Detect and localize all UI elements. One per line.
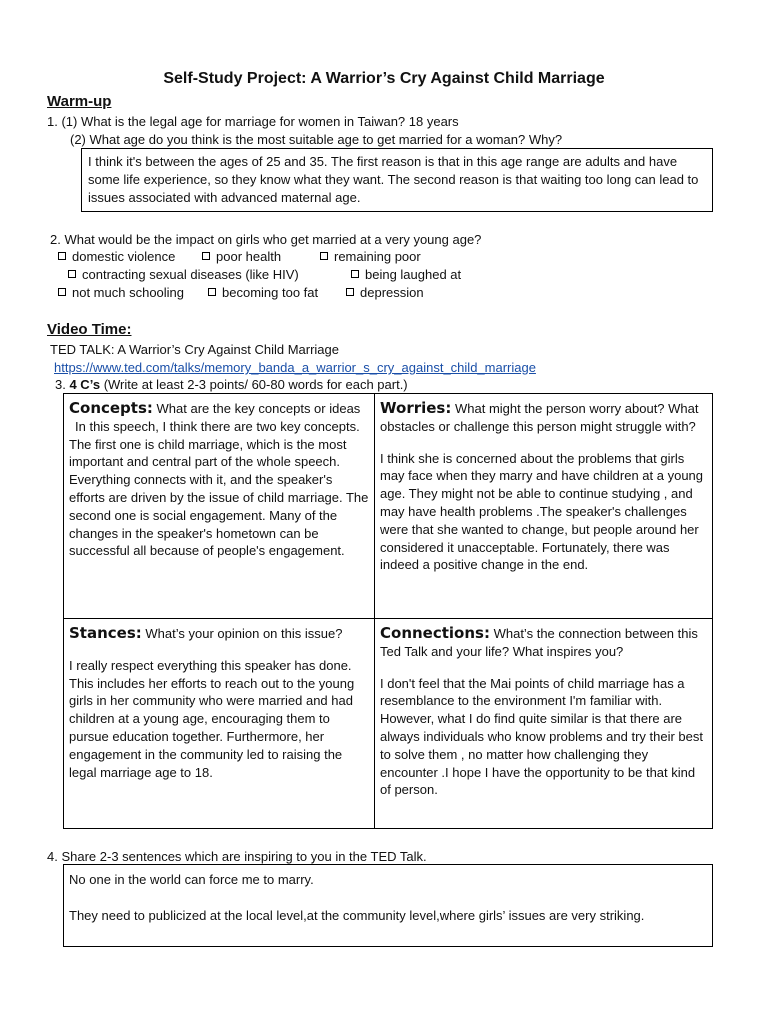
page-title: Self-Study Project: A Warrior’s Cry Against Child Marriage xyxy=(163,70,605,87)
checkbox-icon xyxy=(58,288,66,296)
option-label: contracting sexual diseases (like HIV) xyxy=(82,267,299,282)
question-1b: (2) What age do you think is the most suitable age to get married for a woman? Why? xyxy=(70,132,563,147)
option-contracting-diseases[interactable] xyxy=(68,267,299,282)
checkbox-icon xyxy=(346,288,354,296)
checkbox-icon xyxy=(351,270,359,278)
checkbox-icon xyxy=(320,252,328,260)
option-poor-health[interactable] xyxy=(202,249,281,264)
connections-heading: Connections: xyxy=(380,624,490,642)
option-label: becoming too fat xyxy=(222,285,319,300)
worries-question: What might the person worry about? What obstacles or challenge this person might struggle with? xyxy=(380,401,699,434)
option-label: not much schooling xyxy=(72,285,185,300)
inspiring-sentence-2: They need to publicized at the local level,at the community level,where girls’ issues are very striking. xyxy=(69,908,645,923)
concepts-cell[interactable] xyxy=(64,394,374,618)
warmup-heading: Warm-up xyxy=(47,93,112,110)
option-label: depression xyxy=(360,285,424,300)
option-label: remaining poor xyxy=(334,249,421,264)
question-1: 1. (1) What is the legal age for marriage for women in Taiwan? 18 years xyxy=(47,114,459,129)
option-being-laughed-at[interactable] xyxy=(351,267,461,282)
instruction-3 xyxy=(55,376,408,393)
checkbox-icon xyxy=(208,288,216,296)
instruction-number: 3. xyxy=(55,377,66,392)
checkbox-icon xyxy=(58,252,66,260)
option-remaining-poor[interactable] xyxy=(320,249,421,264)
instruction-rest: (Write at least 2-3 points/ 60-80 words for each part.) xyxy=(103,377,408,392)
option-domestic-violence[interactable] xyxy=(58,249,175,264)
connections-cell[interactable] xyxy=(375,619,712,828)
stances-cell[interactable] xyxy=(64,619,374,828)
stances-answer: I really respect everything this speaker has done. This includes her efforts to reach out to the young girls in her community who were married and had children at a young age, encouraging them to pursue education together. Furthermore, her engagement in the community led to raising the legal marriage age to 18. xyxy=(69,657,355,780)
concepts-question: What are the key concepts or ideas xyxy=(156,401,361,416)
concepts-heading: Concepts: xyxy=(69,399,153,417)
answer-text-1: I think it's between the ages of 25 and 35. The first reason is that in this age range are adults and have some life experience, so they know what they want. The second reason is that waiting too long can lead to issues associated with advanced maternal age. xyxy=(88,154,699,205)
answer-box-4[interactable] xyxy=(63,864,713,947)
answer-box-1[interactable] xyxy=(81,148,713,212)
worries-cell[interactable] xyxy=(375,394,712,618)
question-4: 4. Share 2-3 sentences which are inspiring to you in the TED Talk. xyxy=(47,849,427,864)
option-label: poor health xyxy=(216,249,282,264)
option-depression[interactable] xyxy=(346,285,424,300)
checkbox-icon xyxy=(202,252,210,260)
ted-talk-link[interactable]: https://www.ted.com/talks/memory_banda_a_warrior_s_cry_against_child_marriage xyxy=(54,360,536,375)
instruction-bold: 4 C’s xyxy=(69,377,101,392)
stances-question: What’s your opinion on this issue? xyxy=(145,626,343,641)
worries-answer: I think she is concerned about the problems that girls may face when they marry and have children at a young age. They might not be able to continue studying , and may have health problems .The speaker's challenges were that she wanted to change, but people around her considered it unacceptable. Fortunately, there was indeed a positive change in the end. xyxy=(380,450,704,573)
option-becoming-too-fat[interactable] xyxy=(208,285,318,300)
option-label: being laughed at xyxy=(365,267,462,282)
concepts-answer: In this speech, I think there are two key concepts. The first one is child marriage, which is the most important and central part of the whole speech. Everything connects with it, and the speaker's efforts are driven by the issue of child marriage. The second one is social engagement. Many of the changes in the speaker's hometown can be successful all because of people's engagement. xyxy=(69,418,369,559)
question-2: 2. What would be the impact on girls who get married at a very young age? xyxy=(50,232,482,247)
connections-question: What’s the connection between this Ted Talk and your life? What inspires you? xyxy=(380,626,698,659)
video-heading: Video Time: xyxy=(47,321,132,338)
connections-answer: I don't feel that the Mai points of child marriage has a resemblance to the environment I'm familiar with. However, what I do find quite similar is that there are always individuals who know problems and try their best to solve them , no matter how challenging they encounter .I hope I have the opportunity to be that kind of person. xyxy=(380,675,703,798)
four-cs-table xyxy=(63,393,713,829)
ted-talk-title: TED TALK: A Warrior’s Cry Against Child Marriage xyxy=(50,342,339,357)
checkbox-icon xyxy=(68,270,76,278)
inspiring-sentence-1: No one in the world can force me to marry. xyxy=(69,872,314,887)
option-label: domestic violence xyxy=(72,249,176,264)
option-not-much-schooling[interactable] xyxy=(58,285,184,300)
stances-heading: Stances: xyxy=(69,624,142,642)
worries-heading: Worries: xyxy=(380,399,452,417)
